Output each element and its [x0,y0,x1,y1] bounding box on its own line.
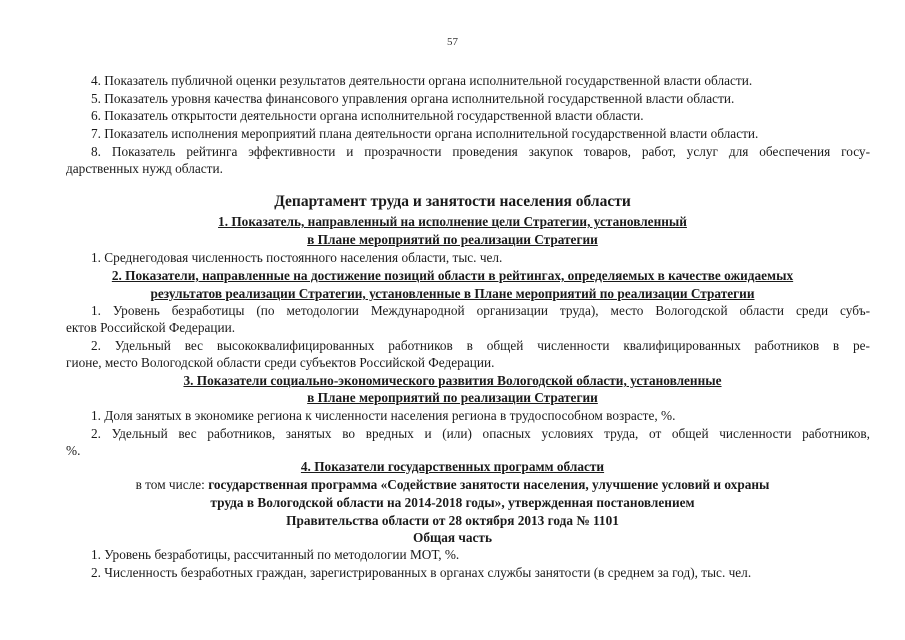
section3-item-1: 1. Доля занятых в экономике региона к численности населения региона в трудоспособном возрасте, %. [91,408,676,423]
program-title-text: государственная программа «Содействие занятости населения, улучшение условий и охраны [208,477,770,492]
section3-item-2-continuation: %. [66,443,81,458]
intro-item-5: 5. Показатель уровня качества финансового управления органа исполнительной государственной власти области. [91,91,735,106]
intro-item-8: 8. Показатель рейтинга эффективности и прозрачности проведения закупок товаров, работ, услуг для обеспечения госу- [91,144,870,159]
section2-item-2: 2. Удельный вес высококвалифицированных работников в общей численности квалифицированных работников в ре- [91,338,870,353]
general-part-heading: Общая часть [413,530,492,545]
section2-item-1: 1. Уровень безработицы (по методологии Международной организации труда), место Вологодской области среди субъ- [91,303,870,318]
section2-item-2-continuation: гионе, место Вологодской области среди субъектов Российской Федерации. [66,355,495,370]
program-title-line3: Правительства области от 28 октября 2013 года № 1101 [286,513,619,528]
section4-item-1: 1. Уровень безработицы, рассчитанный по методологии МОТ, %. [91,547,460,562]
department-title: Департамент труда и занятости населения области [274,193,631,210]
intro-item-7: 7. Показатель исполнения мероприятий плана деятельности органа исполнительной государственной власти области. [91,126,759,141]
section4-item-2: 2. Численность безработных граждан, зарегистрированных в органах службы занятости (в среднем за год), тыс. чел. [91,565,752,580]
section2-item-1-continuation: ектов Российской Федерации. [66,320,236,335]
intro-item-6: 6. Показатель открытости деятельности органа исполнительной государственной власти области. [91,108,644,123]
program-title-line2: труда в Вологодской области на 2014-2018 годы», утвержденная постановлением [210,495,695,510]
section1-item-1: 1. Среднегодовая численность постоянного населения области, тыс. чел. [91,250,503,265]
intro-item-8-continuation: дарственных нужд области. [66,161,223,176]
section3-heading-line2: в Плане мероприятий по реализации Стратегии [307,390,598,405]
section1-heading-line2: в Плане мероприятий по реализации Стратегии [307,232,598,247]
section2-heading-line2: результатов реализации Стратегии, установленные в Плане мероприятий по реализации Стратегии [150,286,755,301]
section3-heading-line1: 3. Показатели социально-экономического развития Вологодской области, установленные [183,373,722,388]
section3-item-2: 2. Удельный вес работников, занятых во вредных и (или) опасных условиях труда, от общей численности работников, [91,426,870,441]
section2-heading-line1: 2. Показатели, направленные на достижение позиций области в рейтингах, определяемых в качестве ожидаемых [111,268,794,283]
section1-heading-line1: 1. Показатель, направленный на исполнение цели Стратегии, установленный [218,214,687,229]
page-number: 57 [447,36,458,48]
program-prefix: в том числе: [135,477,209,492]
section4-heading: 4. Показатели государственных программ области [300,459,605,474]
intro-item-4: 4. Показатель публичной оценки результатов деятельности органа исполнительной государственной власти области. [91,73,753,88]
program-title-line1 [0,477,905,493]
